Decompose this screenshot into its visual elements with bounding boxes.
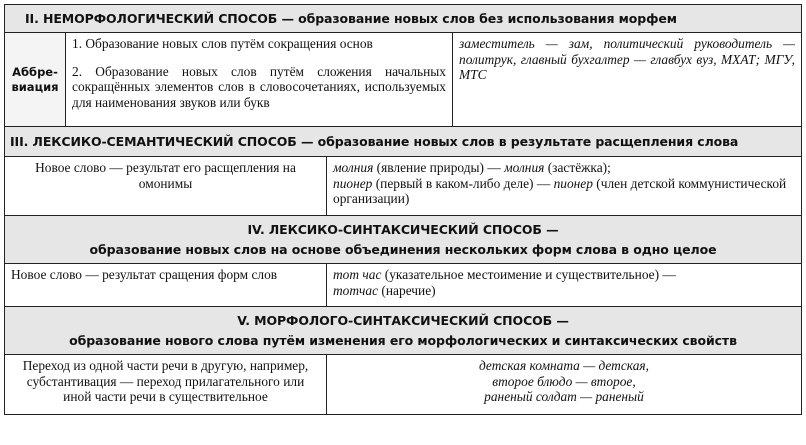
word-formation-table [4,4,802,415]
section-5-content-row [5,355,802,415]
section-5-title: V. МОРФОЛОГО-СИНТАКСИЧЕСКИЙ СПОСОБ — [237,313,569,328]
section-4-example-line-1: тот час (указательное местоимение и существительное) — [333,267,676,282]
section-4-rule: Новое слово — результат сращения форм слов [5,264,327,307]
section-5-examples [327,355,802,415]
section-5-example-1: детская комната — детская, [479,358,649,373]
section-2-description: — образование новых слов без использования морфем [277,11,677,26]
section-4-description: образование новых слов на основе объединения нескольких форм слова в одно целое [89,242,717,257]
section-2-abbreviation-row [5,33,802,127]
section-3-description: — образование новых слов в результате расщепления слова [296,134,739,149]
section-4-header-row [5,216,802,264]
section-4-example-line-2: тотчас (наречие) [333,282,436,298]
section-4-heading [5,216,802,264]
abbreviation-examples: заместитель — зам, политический руководитель — политрук, главный бухгалтер — главбух вуз, МХАТ; МГУ, МТС [453,33,802,127]
section-3-examples [327,157,802,216]
section-2-title: II. НЕМОРФОЛОГИЧЕСКИЙ СПОСОБ [25,11,278,26]
section-3-example-1: молния (явление природы) — молния (застёжка); [333,160,611,175]
section-5-example-3: раненый солдат — раненый [484,389,644,404]
section-5-header-row [5,307,802,355]
section-3-rule: Новое слово — результат его расщепления на омонимы [5,157,327,216]
section-2-header-row [5,5,802,33]
section-3-heading [5,127,802,157]
section-5-description: образование нового слова путём изменения его морфологических и синтаксических свойств [69,333,737,348]
section-3-example-2: пионер (первый в каком-либо деле) — пионер (член детской коммунистической организации) [333,175,787,206]
section-2-heading [5,5,802,33]
abbreviation-label-line-2: виация [11,79,59,94]
abbreviation-item-2: 2. Образование новых слов путём сложения начальных сокращённых элементов слов в словосочетаниях, используемых для наименования звуков или букв [72,63,446,110]
section-4-content-row [5,264,802,307]
section-5-rule: Переход из одной части речи в другую, например, субстантивация — переход прилагательного или иной части речи в существительное [5,355,327,415]
abbreviation-label-line-1: Аббре- [12,64,58,79]
section-4-title: IV. ЛЕКСИКО-СИНТАКСИЧЕСКИЙ СПОСОБ — [247,222,559,237]
section-3-title: III. ЛЕКСИКО-СЕМАНТИЧЕСКИЙ СПОСОБ [10,134,297,149]
section-3-header-row [5,127,802,157]
section-4-examples [327,264,802,307]
section-5-example-2: второе блюдо — второе, [492,373,636,389]
section-3-content-row [5,157,802,216]
abbreviation-label [5,33,66,127]
section-5-heading [5,307,802,355]
abbreviation-item-1: 1. Образование новых слов путём сокращения основ [72,36,373,51]
abbreviation-description [66,33,453,127]
